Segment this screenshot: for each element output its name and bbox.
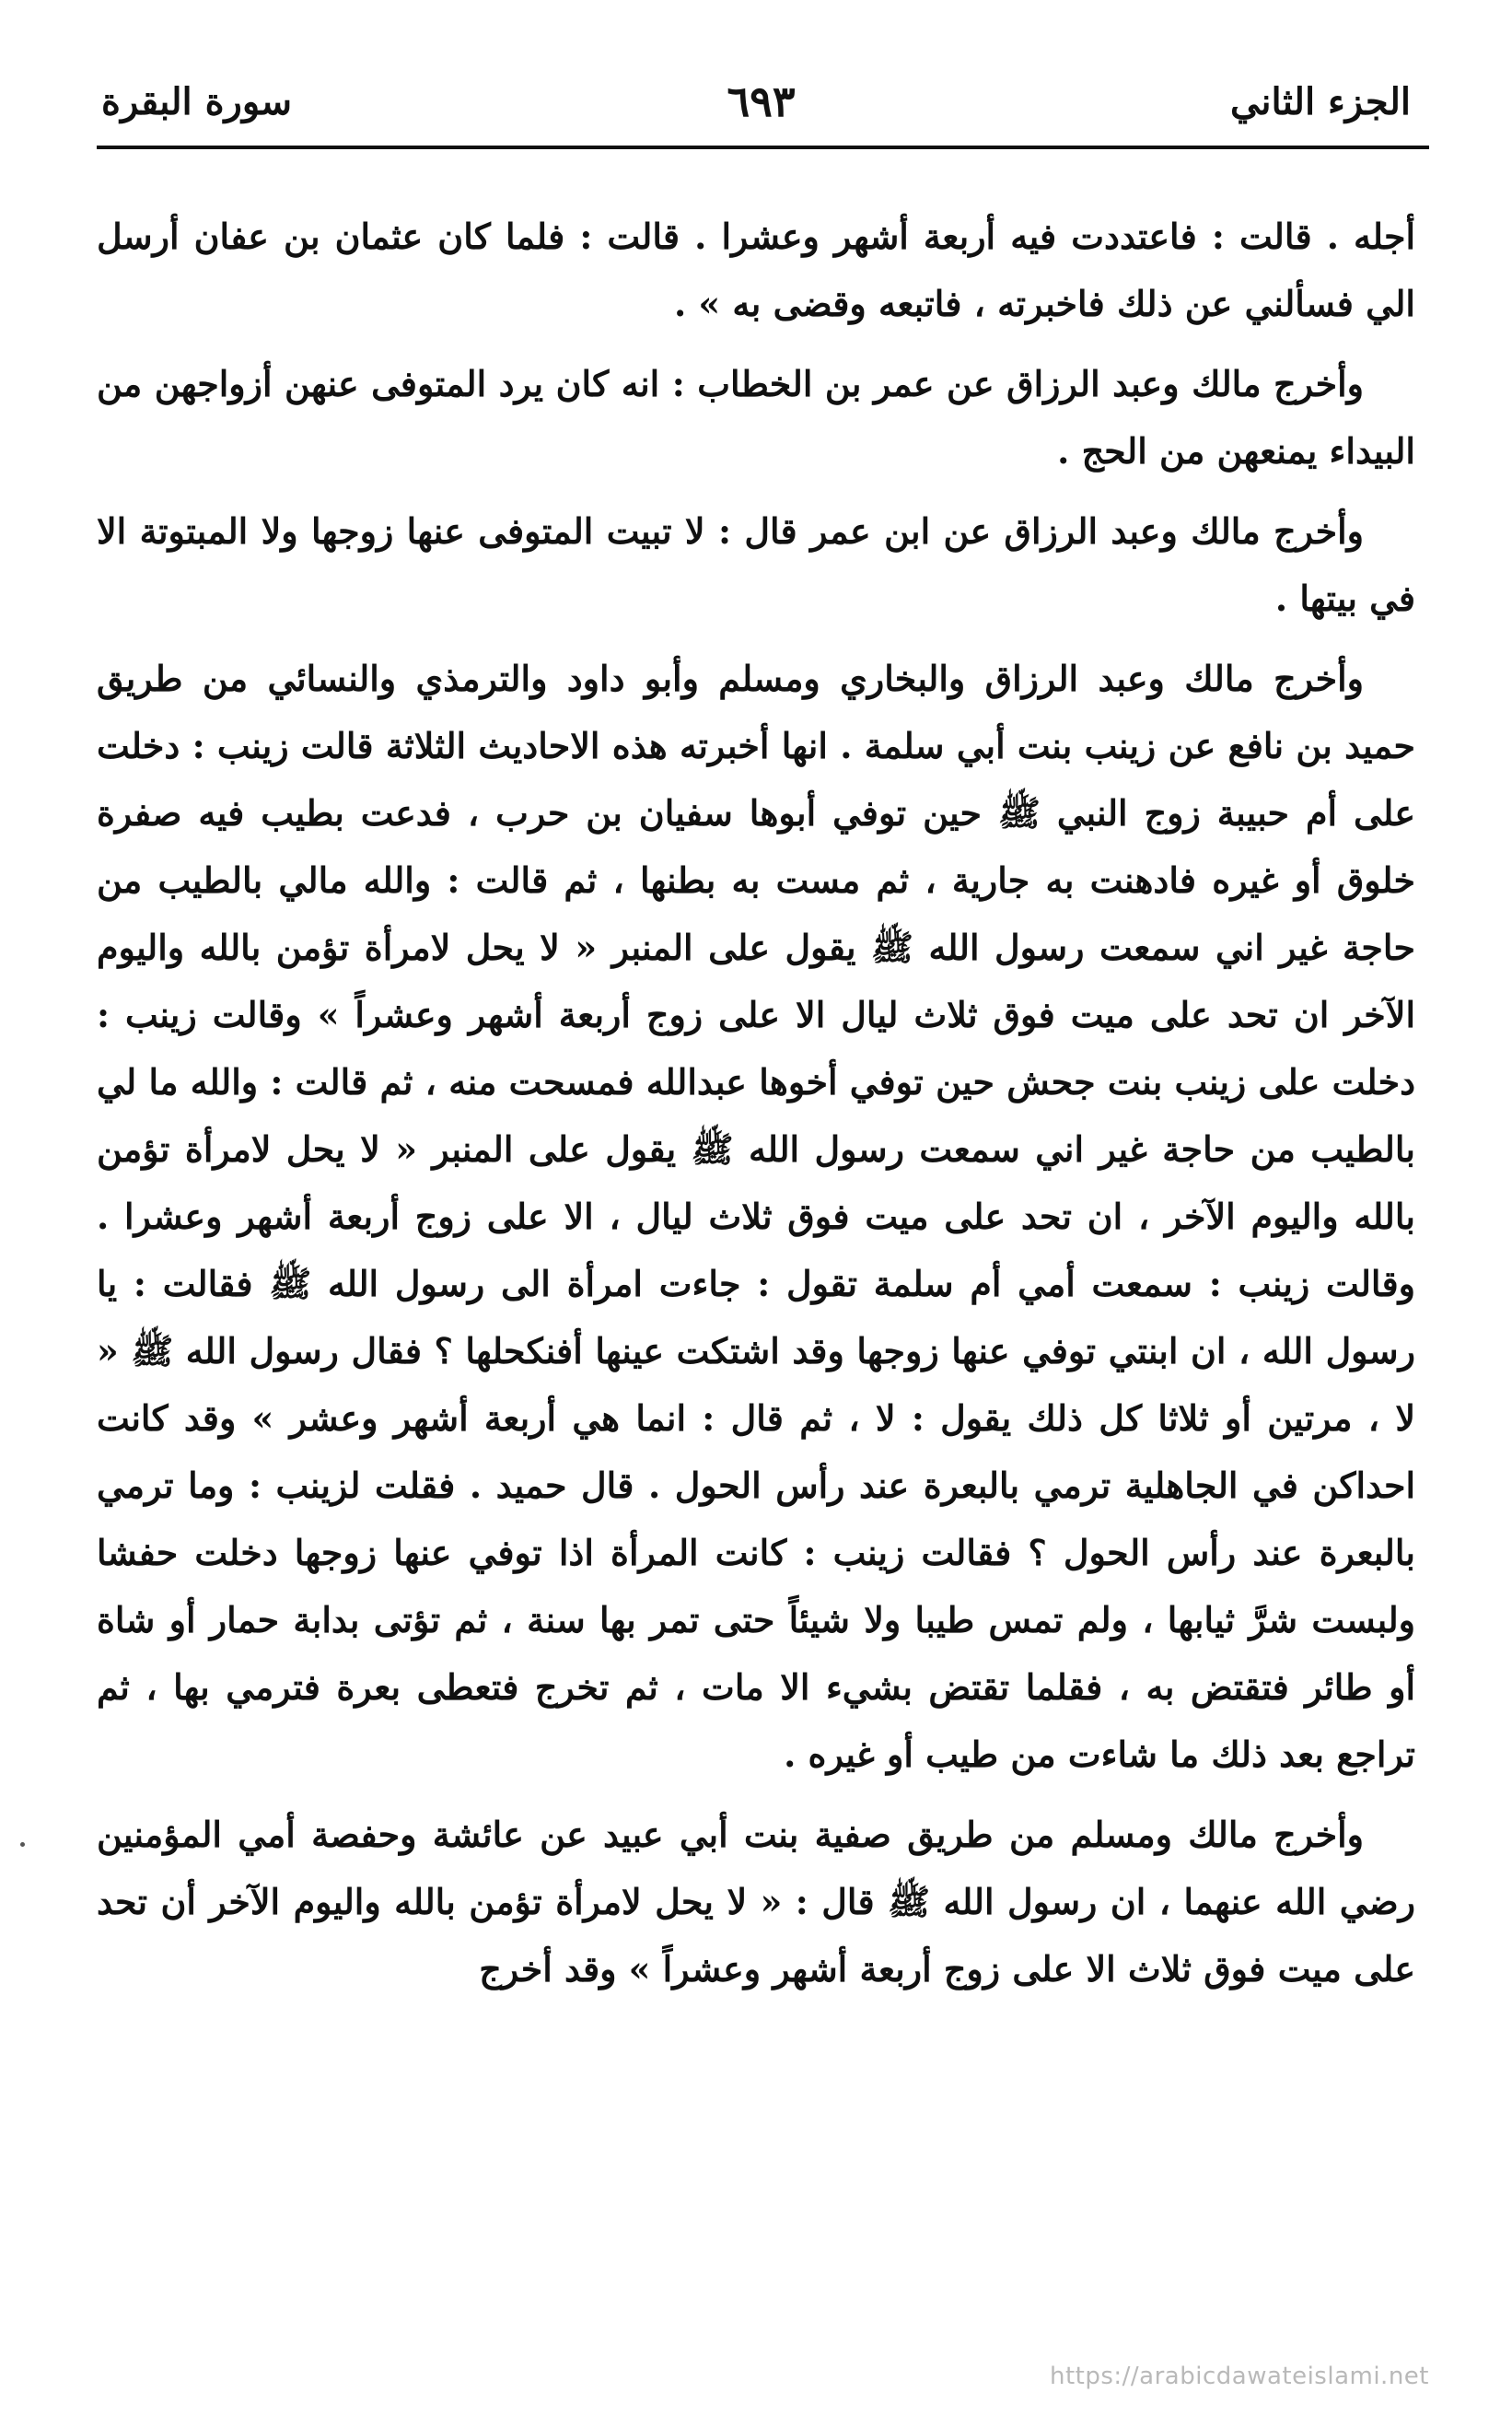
scan-speck (20, 1842, 25, 1847)
watermark-url: https://arabicdawateislami.net (1049, 2363, 1429, 2390)
page-number: ٦٩٣ (727, 76, 796, 126)
paragraph-1: أجله . قالت : فاعتددت فيه أربعة أشهر وعشرا . قالت : فلما كان عثمان بن عفان أرسل الي فسألني عن ذلك فاخبرته ، فاتبعه وقضى به » . (97, 216, 1415, 324)
surah-title: سورة البقرة (101, 79, 293, 123)
running-header (101, 64, 1411, 138)
part-title: الجزء الثاني (1230, 79, 1411, 123)
paragraph-4: وأخرج مالك وعبد الرزاق والبخاري ومسلم وأبو داود والترمذي والنسائي من طريق حميد بن نافع عن زينب بنت أبي سلمة . انها أخبرته هذه الاحاديث الثلاثة قالت زينب : دخلت على أم حبيبة زوج النبي ﷺ حين توفي أبوها سفيان بن حرب ، فدعت بطيب فيه صفرة خلوق أو غيره فادهنت به جارية ، ثم مست به بطنها ، ثم قالت : والله مالي بالطيب من حاجة غير اني سمعت رسول الله ﷺ يقول على المنبر « لا يحل لامرأة تؤمن بالله واليوم الآخر ان تحد على ميت فوق ثلاث ليال الا على زوج أربعة أشهر وعشراً » وقالت زينب : دخلت على زينب بنت جحش حين توفي أخوها عبدالله فمسحت منه ، ثم قالت : والله ما لي بالطيب من حاجة غير اني سمعت رسول الله ﷺ يقول على المنبر « لا يحل لامرأة تؤمن بالله واليوم الآخر ، ان تحد على ميت فوق ثلاث ليال ، الا على زوج أربعة أشهر وعشرا . وقالت زينب : سمعت أمي أم سلمة تقول : جاءت امرأة الى رسول الله ﷺ فقالت : يا رسول الله ، ان ابنتي توفي عنها زوجها وقد اشتكت عينها أفنكحلها ؟ فقال رسول الله ﷺ « لا ، مرتين أو ثلاثا كل ذلك يقول : لا ، ثم قال : انما هي أربعة أشهر وعشر » وقد كانت احداكن في الجاهلية ترمي بالبعرة عند رأس الحول . قال حميد . فقلت لزينب : وما ترمي بالبعرة عند رأس الحول ؟ فقالت زينب : كانت المرأة اذا توفي عنها زوجها دخلت حفشا ولبست شرَّ ثيابها ، ولم تمس طيبا ولا شيئاً حتى تمر بها سنة ، ثم تؤتى بدابة حمار أو شاة أو طائر فتقتض به ، فقلما تقتض بشيء الا مات ، ثم تخرج فتعطى بعرة فترمي بها ، ثم تراجع بعد ذلك ما شاءت من طيب أو غيره . (97, 658, 1416, 1775)
body-text (97, 203, 1415, 2015)
paragraph-2: وأخرج مالك وعبد الرزاق عن عمر بن الخطاب : انه كان يرد المتوفى عنهن أزواجهن من البيداء يمنعهن من الحج . (97, 363, 1415, 472)
header-rule (97, 146, 1429, 149)
paragraph-3: وأخرج مالك وعبد الرزاق عن ابن عمر قال : لا تبيت المتوفى عنها زوجها ولا المبتوتة الا في بيتها . (97, 510, 1415, 619)
paragraph-5: وأخرج مالك ومسلم من طريق صفية بنت أبي عبيد عن عائشة وحفصة أمي المؤمنين رضي الله عنهما ، ان رسول الله ﷺ قال : « لا يحل لامرأة تؤمن بالله واليوم الآخر أن تحد على ميت فوق ثلاث الا على زوج أربعة أشهر وعشراً » وقد أخرج (97, 1814, 1415, 1990)
